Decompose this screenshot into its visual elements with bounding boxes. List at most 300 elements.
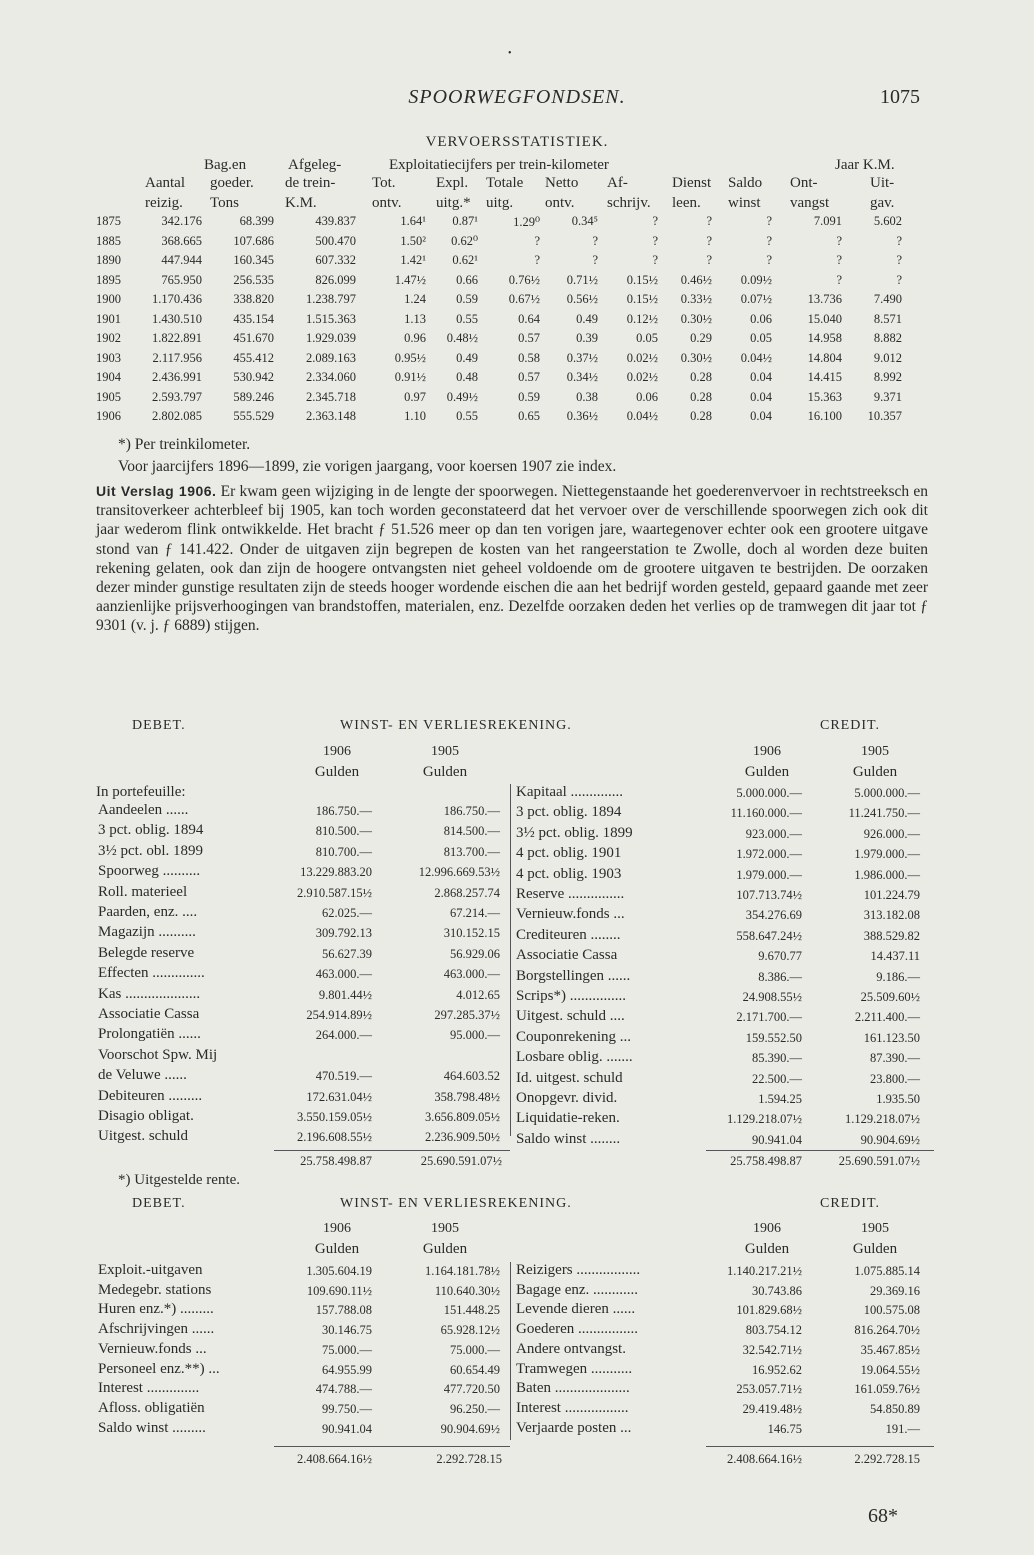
account-value-1906: 172.631.04½: [306, 1089, 372, 1104]
table-row: [96, 349, 902, 369]
table-cell: 0.30½: [680, 311, 712, 326]
table-cell: ?: [766, 253, 772, 268]
account-value-1906: 3.550.159.05½: [297, 1110, 372, 1124]
table-cell: 1890: [96, 253, 121, 268]
account-label: Bagage enz. ............: [516, 1281, 639, 1298]
statistics-title: VERVOERSSTATISTIEK.: [425, 134, 609, 150]
table-cell: 0.28: [690, 409, 712, 424]
table-cell: 765.950: [161, 272, 202, 287]
table-cell: 0.48½: [446, 331, 478, 346]
table-cell: 555.529: [233, 409, 274, 424]
col-header: Uit-: [870, 175, 895, 191]
table-cell: ?: [592, 233, 598, 248]
table-cell: 0.57: [518, 331, 540, 346]
account-value-1905: 4.012.65: [456, 987, 500, 1002]
account-value-1906: 9.801.44½: [318, 987, 372, 1002]
account-label: Levende dieren ......: [516, 1301, 636, 1318]
table-cell: 500.470: [315, 233, 356, 248]
table-cell: 368.665: [161, 233, 202, 248]
col-header: Bag.en: [204, 157, 247, 173]
table-cell: 0.87¹: [452, 214, 478, 229]
account-value-1905: 90.904.69½: [440, 1421, 500, 1436]
unit-header: Gulden: [422, 1241, 468, 1257]
account-value-1905: 297.285.37½: [434, 1008, 500, 1022]
col-header: leen.: [672, 195, 701, 211]
table-cell: 15.040: [807, 311, 842, 326]
table-cell: 0.34⁵: [571, 214, 598, 229]
credit-label: CREDIT.: [820, 718, 881, 733]
account-value-1906: 810.500.—: [315, 824, 372, 839]
table-cell: 435.154: [233, 311, 274, 326]
account-label: 3½ pct. obl. 1899: [98, 842, 203, 859]
account-label: Effecten ..............: [98, 965, 205, 982]
table-cell: 0.28: [690, 370, 712, 385]
account-label: 3 pct. oblig. 1894: [516, 804, 622, 821]
table-cell: 0.33½: [680, 292, 712, 307]
account-value-1906: 85.390.—: [752, 1051, 802, 1066]
table-cell: 530.942: [233, 370, 274, 385]
table-cell: ?: [836, 272, 842, 287]
account-value-1905: 814.500.—: [443, 824, 500, 839]
account-value-1906: 8.386.—: [758, 969, 802, 984]
account-value-1906: 157.788.08: [315, 1303, 372, 1318]
table-cell: 0.04: [750, 389, 772, 404]
table-cell: 0.55: [456, 409, 478, 424]
statistics-table: [96, 212, 902, 427]
account-value-1906: 463.000.—: [315, 967, 372, 982]
table-cell: 1.64¹: [400, 214, 426, 229]
account-label: 4 pct. oblig. 1901: [516, 845, 622, 862]
unit-header: Gulden: [314, 764, 360, 780]
account-value-1906: 1.972.000.—: [736, 847, 802, 862]
report-paragraph: [96, 482, 928, 636]
table-cell: 1900: [96, 292, 121, 307]
print-mark: •: [508, 48, 512, 59]
table-cell: ?: [534, 253, 540, 268]
table-cell: 8.992: [873, 370, 902, 385]
unit-header: Gulden: [852, 764, 898, 780]
signature-mark: 68*: [868, 1505, 898, 1527]
table-cell: ?: [836, 233, 842, 248]
year-header: 1905: [431, 1221, 459, 1236]
account-value-1905: 1.979.000.—: [854, 847, 920, 862]
account-value-1905: 2.211.400.—: [854, 1010, 920, 1025]
table-cell: 0.30½: [680, 350, 712, 365]
table-cell: 0.62¹: [452, 253, 478, 268]
statistics-footnote: *) Per treinkilometer.: [118, 436, 251, 453]
table-cell: 5.602: [873, 214, 902, 229]
statistics-note: Voor jaarcijfers 1896—1899, zie vorigen jaargang, voor koersen 1907 zie index.: [118, 458, 617, 475]
table-cell: 0.05: [636, 331, 658, 346]
year-header: 1905: [861, 744, 889, 759]
account-label: Exploit.-uitgaven: [98, 1262, 203, 1278]
table-cell: 7.490: [873, 292, 902, 307]
table-cell: 0.29: [690, 331, 712, 346]
account-value-1905: 25.509.60½: [860, 990, 920, 1004]
account-value-1905: 161.059.76½: [854, 1382, 920, 1397]
table-cell: 2.593.797: [152, 389, 202, 404]
unit-header: Gulden: [852, 1241, 898, 1257]
balance-total: 25.758.498.87: [730, 1154, 802, 1168]
year-header: 1905: [861, 1221, 889, 1236]
account-value-1905: 23.800.—: [870, 1071, 920, 1086]
account-value-1906: 90.941.04: [752, 1132, 802, 1147]
table-cell: 1.42¹: [400, 253, 426, 268]
account-value-1906: 16.952.62: [752, 1362, 802, 1377]
account-value-1905: 19.064.55½: [860, 1362, 920, 1377]
account-label: Afschrijvingen ......: [98, 1321, 215, 1338]
account-value-1905: 87.390.—: [870, 1051, 920, 1066]
table-cell: 0.06: [750, 311, 772, 326]
table-cell: 1875: [96, 214, 121, 229]
table-cell: 0.57: [518, 370, 540, 385]
account-label: Prolongatiën ......: [98, 1026, 201, 1043]
table-cell: 14.415: [807, 370, 842, 385]
page-title: SPOORWEGFONDSEN.: [408, 86, 626, 108]
account-value-1905: 14.437.11: [870, 949, 920, 964]
table-cell: 0.64: [518, 311, 540, 326]
account-value-1906: 24.908.55½: [742, 990, 802, 1004]
table-cell: 16.100: [807, 409, 842, 424]
table-cell: 1902: [96, 331, 121, 346]
table-cell: 0.34½: [566, 370, 598, 385]
table-row: [96, 290, 902, 310]
debet-label: DEBET.: [132, 1196, 186, 1211]
table-cell: 0.15½: [626, 292, 658, 307]
account-label: Onopgevr. divid.: [516, 1090, 618, 1106]
account-label: Scrips*) ...............: [516, 988, 626, 1004]
account-value-1905: 464.603.52: [443, 1069, 500, 1084]
account-value-1905: 35.467.85½: [860, 1342, 920, 1357]
credit-label: CREDIT.: [820, 1196, 881, 1211]
account-value-1906: 5.000.000.—: [736, 786, 802, 800]
table-cell: 9.371: [873, 389, 902, 404]
year-header: 1906: [323, 1221, 351, 1236]
table-cell: 68.399: [239, 214, 274, 229]
pl-total: 2.292.728.15: [854, 1452, 920, 1466]
account-value-1905: 60.654.49: [450, 1362, 500, 1377]
account-label: 3 pct. oblig. 1894: [98, 822, 204, 839]
table-row: [96, 329, 902, 349]
account-value-1906: 64.955.99: [322, 1362, 372, 1377]
account-value-1906: 22.500.—: [752, 1071, 802, 1086]
col-header: reizig.: [145, 195, 183, 211]
account-value-1906: 90.941.04: [322, 1421, 372, 1436]
table-row: [96, 251, 902, 271]
pl-total: 2.292.728.15: [436, 1452, 502, 1466]
account-label: 4 pct. oblig. 1903: [516, 865, 622, 882]
table-cell: ?: [652, 214, 658, 229]
table-cell: 0.07½: [740, 292, 772, 307]
account-value-1906: 2.910.587.15½: [297, 885, 372, 900]
table-cell: 1.10: [404, 409, 426, 424]
table-cell: 1885: [96, 233, 121, 248]
table-row: [96, 368, 902, 388]
col-header: goeder.: [210, 175, 254, 191]
table-cell: 0.48: [456, 370, 478, 385]
table-cell: 8.882: [873, 331, 902, 346]
table-cell: 1906: [96, 409, 121, 424]
col-header: ontv.: [545, 195, 575, 211]
table-cell: 0.55: [456, 311, 478, 326]
table-cell: 1904: [96, 370, 121, 385]
debet-label: DEBET.: [132, 718, 186, 733]
unit-header: Gulden: [744, 1241, 790, 1257]
account-value-1906: 253.057.71½: [736, 1382, 802, 1397]
table-cell: 9.012: [873, 350, 902, 365]
account-value-1905: 67.214.—: [450, 906, 500, 920]
table-cell: 0.71½: [566, 272, 598, 287]
account-value-1905: 151.448.25: [443, 1303, 500, 1318]
table-cell: ?: [896, 272, 902, 287]
table-cell: 1903: [96, 350, 121, 365]
col-header: Expl.: [436, 175, 469, 191]
account-value-1905: 9.186.—: [876, 969, 920, 984]
col-header: uitg.*: [436, 195, 471, 211]
table-row: [96, 232, 902, 252]
year-header: 1906: [753, 1221, 781, 1236]
col-header: Aantal: [145, 175, 185, 191]
account-value-1906: 1.305.604.19: [306, 1264, 372, 1278]
account-value-1906: 62.025.—: [322, 906, 372, 920]
table-cell: 0.15½: [626, 272, 658, 287]
account-value-1905: 54.850.89: [870, 1401, 920, 1416]
table-cell: ?: [652, 253, 658, 268]
table-cell: ?: [706, 253, 712, 268]
account-label: Id. uitgest. schuld: [516, 1069, 623, 1086]
account-label: Tramwegen ...........: [516, 1360, 633, 1377]
table-cell: 1.929.039: [306, 331, 356, 346]
account-label: Debiteuren .........: [98, 1087, 203, 1104]
table-cell: 0.67½: [508, 292, 540, 307]
account-value-1905: 1.129.218.07½: [845, 1112, 920, 1127]
table-cell: 0.12½: [626, 311, 658, 326]
account-value-1905: 3.656.809.05½: [425, 1110, 500, 1124]
table-row: [96, 271, 902, 291]
account-value-1905: 65.928.12½: [440, 1323, 500, 1338]
unit-header: Gulden: [744, 764, 790, 780]
table-cell: 0.59: [518, 389, 540, 404]
account-value-1906: 923.000.—: [745, 826, 802, 841]
account-value-1906: 2.196.608.55½: [297, 1130, 372, 1145]
account-value-1906: 1.594.25: [758, 1092, 802, 1106]
table-cell: 0.56½: [566, 292, 598, 307]
account-value-1906: 2.171.700.—: [736, 1010, 802, 1025]
table-cell: 455.412: [233, 350, 274, 365]
account-label: Vernieuw.fonds ...: [98, 1340, 207, 1357]
col-header: Af-: [607, 175, 628, 191]
table-cell: 0.95½: [394, 350, 426, 365]
account-label: Couponrekening ...: [516, 1028, 631, 1045]
col-header: Dienst: [672, 175, 712, 191]
balance-title: WINST- EN VERLIESREKENING.: [340, 718, 572, 733]
table-cell: 2.802.085: [152, 409, 202, 424]
account-value-1905: 12.996.669.53½: [418, 865, 500, 880]
account-value-1906: 558.647.24½: [736, 928, 802, 943]
table-cell: 8.571: [873, 311, 902, 326]
account-value-1905: 95.000.—: [450, 1028, 500, 1043]
table-cell: ?: [706, 214, 712, 229]
table-cell: 14.804: [807, 350, 842, 365]
account-label: Paarden, enz. ....: [98, 904, 198, 920]
table-cell: 0.97: [404, 389, 426, 404]
table-cell: 2.436.991: [152, 370, 202, 385]
account-value-1906: 1.129.218.07½: [727, 1112, 802, 1127]
table-cell: 0.65: [518, 409, 540, 424]
account-value-1906: 309.792.13: [315, 926, 372, 941]
account-value-1905: 75.000.—: [450, 1342, 500, 1357]
account-label: Reserve ...............: [516, 886, 625, 902]
table-cell: 0.76½: [508, 272, 540, 287]
table-cell: 1.24: [404, 292, 426, 307]
table-cell: 0.49: [456, 350, 478, 365]
col-header: Totale: [486, 175, 524, 191]
account-value-1905: 110.640.30½: [434, 1283, 500, 1298]
account-value-1906: 56.627.39: [322, 946, 372, 961]
account-label: Interest ..............: [98, 1380, 200, 1397]
col-header: Jaar K.M.: [835, 157, 895, 173]
col-header: Ont-: [790, 175, 818, 191]
account-value-1906: 254.914.89½: [306, 1008, 372, 1022]
account-label: Uitgest. schuld ....: [516, 1008, 625, 1025]
table-row: [96, 407, 902, 427]
account-value-1905: 101.224.79: [863, 888, 920, 902]
account-value-1905: 90.904.69½: [860, 1132, 920, 1147]
account-value-1906: 9.670.77: [758, 949, 802, 964]
account-label: Andere ontvangst.: [516, 1340, 626, 1357]
table-cell: 107.686: [233, 233, 274, 248]
account-value-1905: 463.000.—: [443, 967, 500, 982]
account-label: Magazijn ..........: [98, 924, 196, 941]
account-label: Borgstellingen ......: [516, 967, 631, 984]
account-label: Saldo winst .........: [98, 1419, 206, 1436]
table-cell: ?: [706, 233, 712, 248]
table-cell: 1.50²: [400, 233, 426, 248]
table-cell: 0.04: [750, 409, 772, 424]
table-cell: 0.91½: [394, 370, 426, 385]
table-cell: 0.36½: [566, 409, 598, 424]
account-value-1905: 1.986.000.—: [854, 867, 920, 882]
account-value-1905: 926.000.—: [863, 826, 920, 841]
col-header: de trein-: [285, 175, 336, 191]
table-cell: 0.04: [750, 370, 772, 385]
account-value-1905: 100.575.08: [863, 1303, 920, 1318]
account-value-1905: 191.—: [885, 1421, 920, 1436]
account-label: Liquidatie-reken.: [516, 1110, 620, 1127]
table-cell: 1.822.891: [152, 331, 202, 346]
table-cell: 15.363: [807, 389, 842, 404]
account-value-1905: 161.123.50: [863, 1030, 920, 1045]
account-value-1905: 5.000.000.—: [854, 786, 920, 800]
account-label: Uitgest. schuld: [98, 1128, 188, 1145]
table-cell: 0.28: [690, 389, 712, 404]
account-value-1905: 2.236.909.50½: [425, 1130, 500, 1145]
account-label: Reizigers .................: [516, 1262, 641, 1278]
table-cell: 0.62⁰: [451, 234, 478, 249]
col-header: Saldo: [728, 175, 763, 191]
account-value-1905: 29.369.16: [870, 1283, 920, 1298]
pl-total: 2.408.664.16½: [297, 1452, 372, 1466]
account-label: Afloss. obligatiën: [98, 1399, 205, 1416]
table-cell: 14.958: [807, 331, 842, 346]
account-value-1906: 99.750.—: [322, 1401, 372, 1416]
table-cell: 160.345: [233, 253, 274, 268]
year-header: 1906: [753, 744, 781, 759]
pl-total: 2.408.664.16½: [727, 1452, 802, 1466]
col-header: vangst: [790, 195, 830, 211]
account-value-1905: 477.720.50: [443, 1382, 500, 1397]
col-header: Exploitatiecijfers per trein-kilometer: [389, 157, 609, 173]
table-cell: 0.49: [576, 311, 598, 326]
account-label: Associatie Cassa: [98, 1006, 200, 1022]
account-value-1906: 30.146.75: [322, 1323, 372, 1338]
table-cell: 439.837: [315, 214, 356, 229]
account-value-1905: 11.241.750.—: [848, 806, 920, 821]
table-cell: 1905: [96, 389, 121, 404]
account-value-1906: 159.552.50: [745, 1030, 802, 1045]
account-label: Kapitaal ..............: [516, 784, 624, 800]
table-cell: 0.58: [518, 350, 540, 365]
table-cell: 0.06: [636, 389, 658, 404]
table-cell: 2.117.956: [152, 350, 202, 365]
balance-footnote: *) Uitgestelde rente.: [118, 1172, 241, 1188]
col-header: Tot.: [372, 175, 396, 191]
table-row: [96, 388, 902, 408]
table-cell: 0.37½: [566, 350, 598, 365]
col-header: gav.: [870, 195, 895, 211]
table-cell: 1.170.436: [152, 292, 202, 307]
page-number: 1075: [880, 86, 920, 108]
account-value-1905: 1.935.50: [876, 1092, 920, 1106]
portefeuille-heading: In portefeuille:: [96, 784, 186, 800]
table-cell: 0.66: [456, 272, 478, 287]
col-header: Afgeleg-: [288, 157, 342, 173]
account-value-1905: 186.750.—: [443, 804, 500, 818]
table-row: [96, 310, 902, 330]
table-cell: ?: [652, 233, 658, 248]
balance-total: 25.690.591.07½: [838, 1154, 920, 1168]
account-label: Vernieuw.fonds ...: [516, 906, 625, 923]
table-cell: 1.238.797: [306, 292, 356, 307]
table-cell: ?: [896, 253, 902, 268]
table-cell: 256.535: [233, 272, 274, 287]
account-label: Belegde reserve: [98, 944, 195, 961]
report-text: Er kwam geen wijziging in de lengte der spoorwegen. Niettegenstaande het goederenvervoer in rechtstreeksch en transitoverkeer achterbleef bij 1905, kan toch worden geconstateerd dat het vervoer over de verschillende spoorwegen zich ook dit jaar wederom flink ontwikkelde. Het bracht ƒ 51.526 meer op dan ten vorigen jare, waartegenover echter ook een grootere uitgave stond van ƒ 141.422. Onder de uitgaven zijn begrepen de kosten van het rangeerstation te Zwolle, doch al worden deze buiten rekening gelaten, ook dan zijn de hoogere ontvangsten niet geheel voldoende om de grootere uitgaven te bestrijden. De oorzaken dezer minder gunstige resultaten zijn de steeds hooger wordende eischen die aan het bedrijf worden gesteld, gepaard gaande met zeer aanzienlijke prijsverhoogingen van brandstoffen, materialen, enz. Dezelfde oorzaken deden het verlies op de tramwegen dit jaar tot ƒ 9301 (v. j. ƒ 6889) stijgen.: [96, 483, 928, 635]
table-cell: ?: [592, 253, 598, 268]
table-cell: 0.46½: [680, 272, 712, 287]
account-label: Medegebr. stations: [98, 1281, 212, 1298]
account-label: Baten ....................: [516, 1380, 630, 1397]
table-cell: 0.04½: [740, 350, 772, 365]
account-value-1906: 354.276.69: [745, 908, 802, 923]
account-value-1906: 474.788.—: [315, 1382, 372, 1397]
account-label: Spoorweg ..........: [98, 863, 201, 880]
account-value-1906: 13.229.883.20: [300, 865, 372, 880]
account-label: Roll. materieel: [98, 883, 188, 900]
account-value-1906: 30.743.86: [752, 1283, 802, 1298]
year-header: 1906: [323, 744, 351, 759]
account-label: Interest .................: [516, 1399, 629, 1416]
col-header: Netto: [545, 175, 579, 191]
account-label: Verjaarde posten ...: [516, 1419, 632, 1436]
table-cell: 338.820: [233, 292, 274, 307]
account-label: Disagio obligat.: [98, 1108, 194, 1124]
col-header: winst: [728, 195, 761, 211]
col-header: schrijv.: [607, 195, 651, 211]
pl-title: WINST- EN VERLIESREKENING.: [340, 1196, 572, 1211]
table-cell: 0.04½: [626, 409, 658, 424]
table-cell: 7.091: [813, 214, 842, 229]
